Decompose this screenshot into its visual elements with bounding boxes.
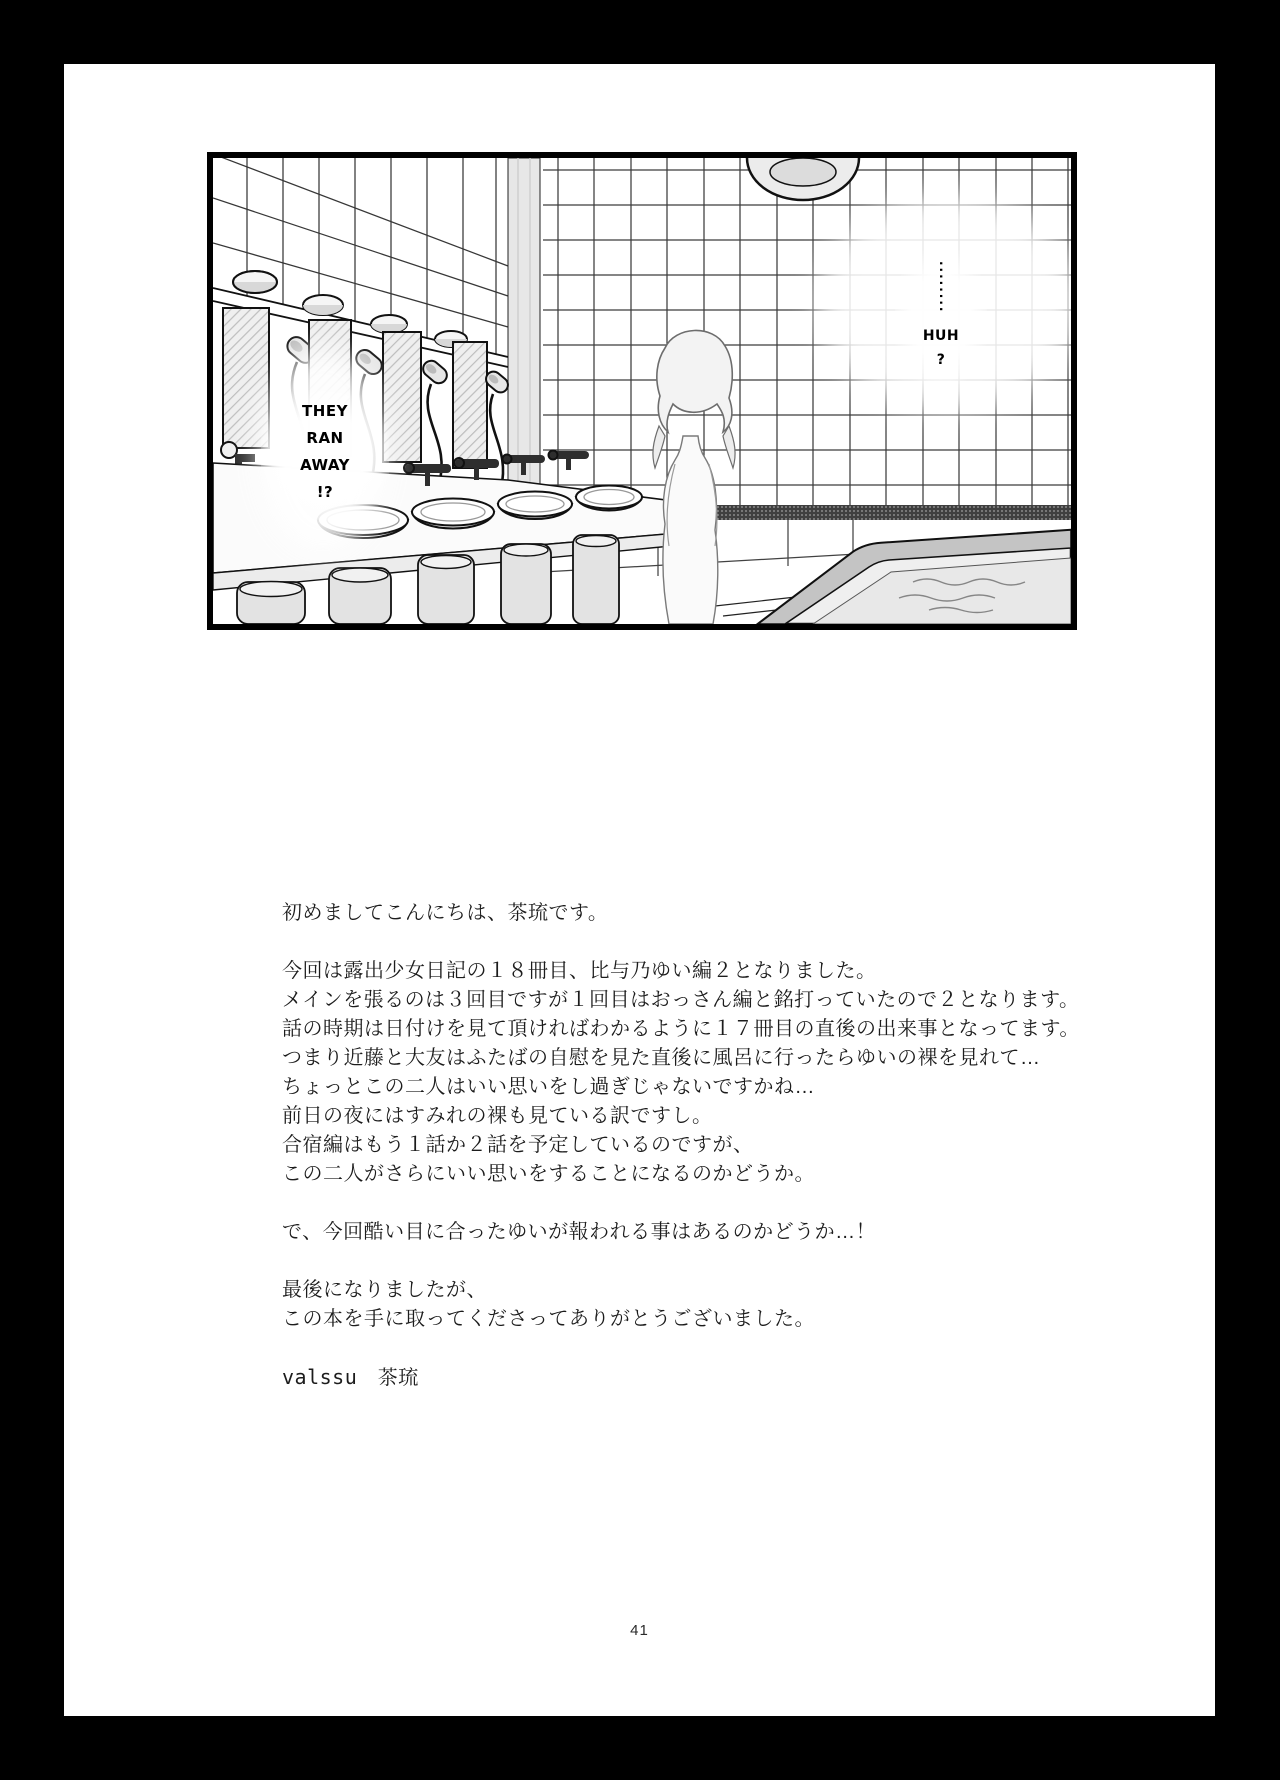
manga-page: [64, 64, 1215, 1716]
speech-they-ran-away: [261, 390, 389, 520]
afterword-line: 最後になりましたが、: [282, 1279, 487, 1301]
wash-basin: [576, 486, 642, 511]
speech-line: HUH: [922, 328, 960, 344]
afterword-line: 前日の夜にはすみれの裸も見ている訳ですし。: [282, 1105, 713, 1127]
page-number: 41: [630, 1622, 649, 1639]
soap-dish: [303, 295, 343, 315]
afterword-line: 今回は露出少女日記の１８冊目、比与乃ゆい編２となりました。: [282, 960, 877, 982]
bath-stool: [501, 544, 551, 624]
afterword-line: この二人がさらにいい思いをすることになるのかどうか。: [282, 1163, 815, 1185]
manga-panel: [207, 152, 1077, 630]
afterword-line: 合宿編はもう１話か２話を予定しているのですが、: [282, 1134, 754, 1156]
author-signature: valssu 茶琉: [282, 1365, 419, 1389]
afterword-line: 話の時期は日付けを見て頂ければわかるように１７冊目の直後の出来事となってます。: [282, 1018, 1080, 1040]
bath-stool: [329, 568, 391, 624]
afterword-line: つまり近藤と大友はふたばの自慰を見た直後に風呂に行ったらゆいの裸を見れて…: [282, 1047, 1041, 1069]
bath-stool: [237, 582, 305, 625]
soap-dish: [371, 315, 407, 333]
bath-stool: [418, 555, 474, 624]
wash-basin: [412, 499, 494, 529]
afterword-line: 初めましてこんにちは、茶琉です。: [282, 902, 609, 924]
speech-huh: [895, 250, 987, 384]
speech-line: AWAY: [300, 456, 350, 474]
spacer: [282, 1334, 1042, 1363]
afterword-line: [282, 1247, 1042, 1276]
afterword-line: [282, 928, 1042, 957]
afterword-text: [282, 899, 1080, 1392]
afterword-line: [282, 1189, 1042, 1218]
ellipsis-dots: ········: [934, 260, 948, 314]
wash-basin: [498, 492, 572, 520]
afterword-line: ちょっとこの二人はいい思いをし過ぎじゃないですかね…: [282, 1076, 815, 1098]
afterword-line: メインを張るのは３回目ですが１回目はおっさん編と銘打っていたので２となります。: [282, 989, 1080, 1011]
soap-dish: [233, 271, 277, 293]
bath-stool: [573, 535, 619, 624]
wall-corner: [508, 158, 540, 490]
speech-line: THEY: [302, 402, 348, 420]
speech-line: !?: [316, 483, 334, 501]
afterword-line: この本を手に取ってくださってありがとうございました。: [282, 1308, 815, 1330]
speech-line: RAN: [306, 429, 344, 447]
speech-line: ?: [936, 352, 946, 368]
afterword-line: で、今回酷い目に合ったゆいが報われる事はあるのかどうか…！: [282, 1221, 877, 1243]
